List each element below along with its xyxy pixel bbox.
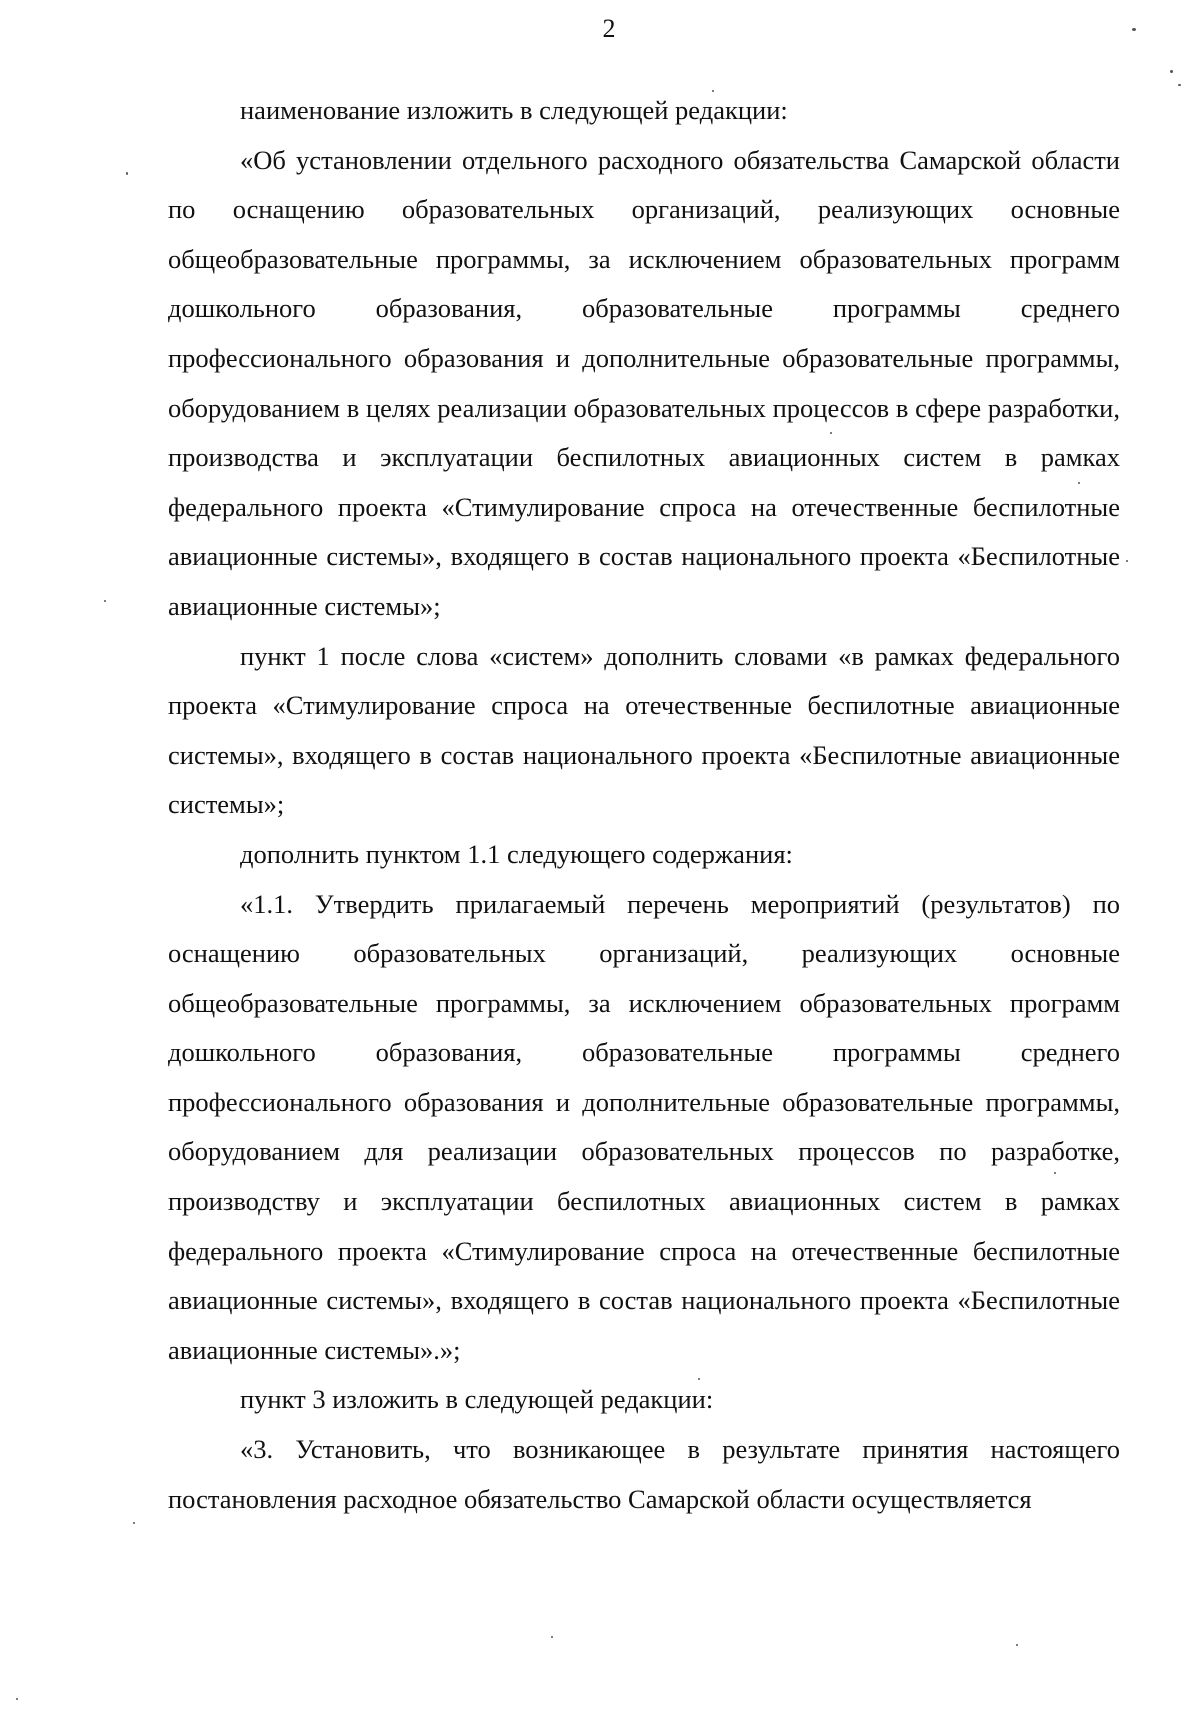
paragraph-point-3-text: «3. Установить, что возникающее в результате принятия настоящего постановления расходное обязательство Самарской области осуществляется bbox=[168, 1434, 1120, 1514]
paragraph-point-3-instruction: пункт 3 изложить в следующей редакции: bbox=[240, 1384, 714, 1415]
scan-speck bbox=[1078, 482, 1080, 484]
paragraph-point-1-1-text: «1.1. Утвердить прилагаемый перечень мероприятий (результатов) по оснащению образовательных организаций, реализующих основные общеобразовательные программы, за исключением образовательных программ дошкольного образования, образовательные программы среднего профессионального образования и дополнительные образовательные программы, оборудованием для реализации образовательных процессов по разработке, производству и эксплуатации беспилотных авиационных систем в рамках федерального проекта «Стимулирование спроса на отечественные беспилотные авиационные системы», входящего в состав национального проекта «Беспилотные авиационные системы».»; bbox=[168, 888, 1120, 1365]
scan-speck bbox=[551, 1636, 553, 1638]
scan-speck bbox=[1178, 84, 1181, 86]
paragraph-heading-instruction: наименование изложить в следующей редакции: bbox=[240, 95, 788, 125]
paragraph-add-point-1-1: дополнить пунктом 1.1 следующего содержания: bbox=[240, 838, 793, 869]
scan-speck bbox=[104, 600, 106, 602]
scan-speck bbox=[1170, 70, 1173, 73]
paragraph-new-title: «Об установлении отдельного расходного обязательства Самарской области по оснащению образовательных организаций, реализующих основные общеобразовательные программы, за исключением образовательных программ дошкольного образования, образовательные программы среднего профессионального образования и дополнительные образовательные программы, оборудованием в целях реализации образовательных процессов в сфере разработки, производства и эксплуатации беспилотных авиационных систем в рамках федерального проекта «Стимулирование спроса на отечественные беспилотные авиационные системы», входящего в состав национального проекта «Беспилотные авиационные системы»; bbox=[168, 144, 1120, 621]
scan-speck bbox=[1054, 1172, 1056, 1174]
scan-speck bbox=[830, 432, 832, 434]
scan-speck bbox=[1126, 560, 1128, 562]
page-number: 2 bbox=[602, 14, 616, 43]
scan-speck bbox=[133, 1522, 135, 1524]
scan-speck bbox=[1132, 28, 1136, 31]
scan-speck bbox=[698, 1378, 700, 1380]
scan-speck bbox=[126, 172, 128, 175]
scan-speck bbox=[16, 1698, 18, 1700]
scan-speck bbox=[712, 90, 714, 92]
scan-speck bbox=[1016, 1644, 1018, 1646]
paragraph-point-1-amendment: пункт 1 после слова «систем» дополнить словами «в рамках федерального проекта «Стимулирование спроса на отечественные беспилотные авиационные системы», входящего в состав национального проекта «Беспилотные авиационные системы»; bbox=[168, 640, 1120, 820]
document-body bbox=[168, 86, 1120, 1524]
